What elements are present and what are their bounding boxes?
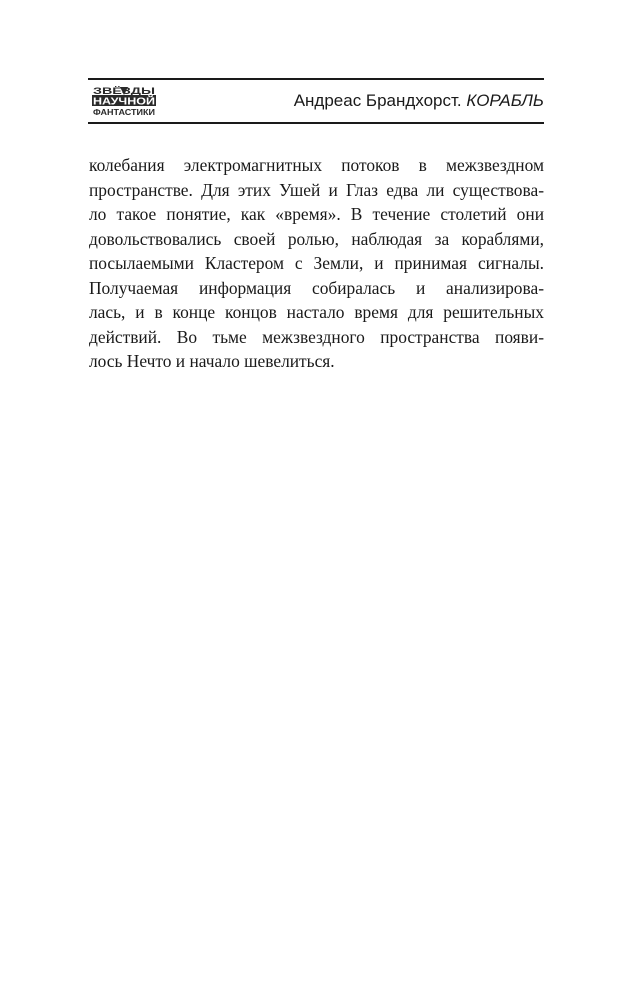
header-top-rule — [88, 78, 544, 80]
header-bottom-rule — [88, 122, 544, 124]
header-title — [294, 91, 544, 111]
running-header — [88, 78, 544, 124]
logo-line-2: НАУЧНОЙ — [93, 96, 143, 108]
header-book-title: КОРАБЛЬ — [466, 91, 544, 110]
series-logo — [90, 84, 158, 117]
body-line: Получаемая информация собиралась и анализирова- — [89, 277, 544, 298]
body-line: ло такое понятие, как «время». В течение столетий они — [89, 204, 544, 224]
body-line: пространстве. Для этих Ушей и Глаз едва ли существова- — [89, 179, 544, 200]
body-line: посылаемыми Кластером с Земли, и принимая сигналы. — [89, 253, 544, 273]
body-line: довольствовались своей ролью, наблюдая за кораблями, — [89, 228, 544, 249]
header-author: Андреас Брандхорст. — [293, 91, 462, 110]
body-line: лась, и в конце концов настало время для решительных — [89, 302, 544, 322]
logo-line-3: ФАНТАСТИКИ — [93, 107, 155, 117]
logo-line-1: ЗВЁЗДЫ — [93, 86, 156, 96]
body-line: действий. Во тьме межзвездного пространства появи- — [89, 326, 544, 347]
body-line: лось Нечто и начало шевелиться. — [89, 351, 335, 371]
body-paragraph — [89, 153, 544, 374]
body-line: колебания электромагнитных потоков в межзвездном — [89, 155, 544, 175]
